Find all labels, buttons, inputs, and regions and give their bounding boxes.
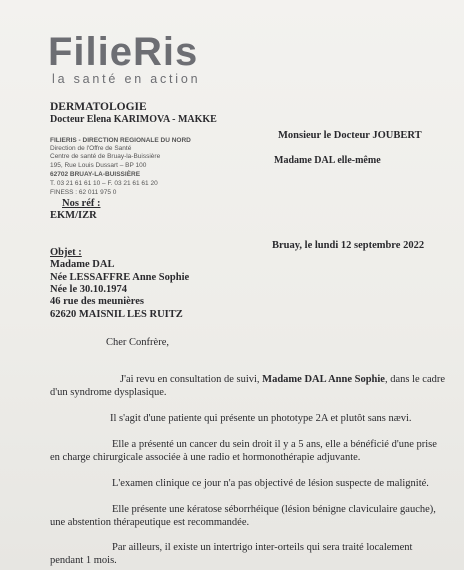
paragraph-line: L'examen clinique ce jour n'a pas objectivé de lésion suspecte de malignité. — [112, 478, 429, 489]
paragraph-line: en charge chirurgicale associée à une radio et hormonothérapie adjuvante. — [50, 452, 361, 463]
logo-tagline: la santé en action — [52, 72, 201, 86]
paragraph-line: pendant 1 mois. — [50, 555, 117, 566]
reference-label: Nos réf : — [62, 198, 101, 209]
department-title: DERMATOLOGIE — [50, 101, 147, 113]
org-line: 195, Rue Louis Dussart – BP 100 — [50, 162, 147, 169]
paragraph-line: une abstention thérapeutique est recommandée. — [50, 517, 250, 528]
greeting: Cher Confrère, — [106, 337, 169, 348]
org-line: Centre de santé de Bruay-la-Buissière — [50, 153, 161, 160]
recipient: Monsieur le Docteur JOUBERT — [278, 130, 422, 141]
org-line: 62702 BRUAY-LA-BUISSIÈRE — [50, 171, 141, 178]
paragraph-line: J'ai revu en consultation de suivi, Madame DAL Anne Sophie, dans le cadre — [120, 374, 446, 385]
paragraph-line: Elle présente une kératose séborrhéique (lésion bénigne claviculaire gauche), — [112, 504, 436, 515]
copy-recipient: Madame DAL elle-même — [274, 155, 381, 166]
subject-line: 62620 MAISNIL LES RUITZ — [50, 309, 183, 320]
subject-line: Madame DAL — [50, 259, 115, 270]
paragraph-line: Il s'agit d'une patiente qui présente un phototype 2A et plutôt sans nævi. — [110, 413, 412, 424]
subject-line: Née LESSAFFRE Anne Sophie — [50, 272, 190, 283]
paragraph-line: Elle a présenté un cancer du sein droit il y a 5 ans, elle a bénéficié d'une prise — [112, 439, 437, 450]
subject-label: Objet : — [50, 247, 82, 258]
letter-date: Bruay, le lundi 12 septembre 2022 — [272, 240, 425, 251]
filieris-logo: FilieRis — [48, 30, 199, 74]
reference-code: EKM/IZR — [50, 210, 97, 221]
paragraph-line: Par ailleurs, il existe un intertrigo inter-orteils qui sera traité localement — [112, 542, 413, 553]
subject-line: Née le 30.10.1974 — [50, 284, 127, 295]
org-line: FINESS : 62 011 975 0 — [50, 189, 117, 196]
subject-line: 46 rue des meunières — [50, 296, 145, 307]
org-line: Direction de l'Offre de Santé — [50, 145, 132, 152]
org-line: T. 03 21 61 61 10 – F. 03 21 61 61 20 — [50, 180, 158, 187]
org-line: FILIERIS - DIRECTION REGIONALE DU NORD — [50, 137, 191, 144]
doctor-name: Docteur Elena KARIMOVA - MAKKE — [50, 114, 217, 125]
paragraph-line: d'un syndrome dysplasique. — [50, 387, 167, 398]
